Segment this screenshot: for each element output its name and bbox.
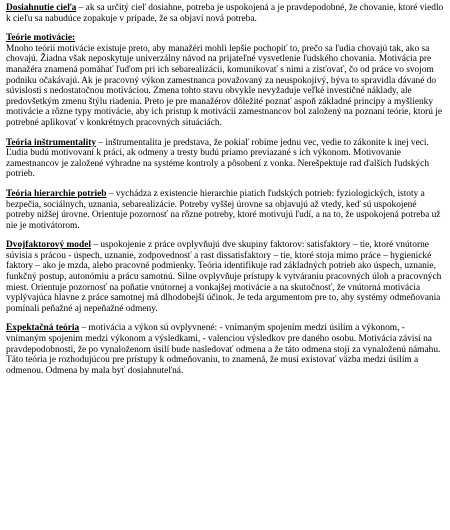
section-heading: Teória hierarchie potrieb	[6, 188, 107, 199]
section-two-factor-model	[6, 240, 444, 314]
section-heading: Dosiahnutie cieľa	[6, 3, 77, 13]
section-needs-hierarchy-theory	[6, 189, 444, 231]
section-body: Mnoho teórií motivácie existuje preto, aby manažéri mohli lepšie pochopiť to, prečo sa ľudia chovajú tak, ako sa chovajú. Žiadna však neposkytuje univerzálny návod na prijateľné vysvetlenie ľudského chovania. Motivácia pre manažéra znamená pomáhať ľuďom pri ich sebarealizácii, komunikovať s nimi a zisťovať, čo od práce vo svojom podniku očakávajú. Ak je pracovný výkon zamestnanca považovaný za neuspokojivý, býva to spravidla dávané do súvislosti s nedostatočnou motiváciou. Zmena tohto stavu obvykle nevyžaduje veľké investičné náklady, ale predovšetkým zmenu štýlu riadenia. Preto je pre manažérov dôležité poznať aspoň základné princípy a myšlienky motivácie a rôzne typy motivácie, aby ich prístup k motivácii zamestnancov bol založený na poznaní teórie, ktorú je potrebné aplikovať v konkrétnych pracovných situáciách.	[6, 43, 443, 128]
section-heading: Teória inštrumentality	[6, 137, 97, 148]
section-expectancy-theory	[6, 323, 444, 376]
section-body: – uspokojenie z práce ovplyvňujú dve skupiny faktorov: satisfaktory – tie, ktoré vnútorne súvisia s prácou - úspech, uznanie, zodpovednosť a rast dissatisfaktory – tie, ktoré stoja mimo práce – hygienické faktory – ako je mzda, alebo pracovné podmienky. Teória identifikuje rad základných potrieb ako úspech, uznanie, funkčný postup, autonómiu a prácu samotnú. Silne ovplyvňuje prístupy k vytváraniu pracovných úloh a pracovných miest. Orientuje pozornosť na poňatie vnútornej a vonkajšej motivácie a na skutočnosť, že vnútorná motivácia vyplývajúca hlavne z práce samotnej má dlhodobejší účinok. Je teda argumentom pre to, aby systémy odmeňovania pomínali peňažné aj nepeňažné odmeny.	[6, 240, 442, 314]
section-instrumentality-theory	[6, 138, 444, 180]
section-motivation-theories	[6, 33, 444, 128]
section-heading: Expektačná teória	[6, 323, 80, 334]
section-heading: Teórie motivácie:	[6, 33, 76, 44]
section-heading: Dvojfaktorový model	[6, 240, 91, 251]
section-body: – motivácia a výkon sú ovplyvnené: - vnímaným spojením medzi úsilím a výkonom, - vnímaným spojením medzi výkonom a výsledkami, - valenciou výsledkov pre daného osobu. Motivácia závisí na pravdepodobnosti, že po vynaloženom úsilí bude nasledovať odmena a že táto odmena stojí za vynaloženú námahu. Táto teória je rozhodujúcou pre prístupy k odmeňovaniu, to znamená, že musí existovať väzba medzi úsilím a odmenou. Odmena by mala byť dosiahnuteľná.	[6, 323, 441, 376]
section-body: – ak sa určitý cieľ dosiahne, potreba je uspokojená a je pravdepodobné, že chovanie, ktoré viedlo k cieľu sa nabudúce zopakuje v prípade, že sa objaví nová potreba.	[6, 3, 444, 24]
section-goal-achievement	[6, 3, 444, 24]
section-body: – inštrumentalita je predstava, že pokiaľ robíme jednu vec, vedie to zákonite k inej veci. Ľudia budú motivovaní k práci, ak odmeny a tresty budú priamo previazané s ich výkonom. Motivovanie zamestnancov je založené výhradne na systéme kontroly a pôsobení z vonka. Nerešpektuje rad ďalších ľudských potrieb.	[6, 137, 430, 180]
section-body: – vychádza z existencie hierarchie piatich ľudských potrieb: fyziologických, istoty a bezpečia, sociálnych, uznania, sebarealizácie. Potreby vyššej úrovne sa objavujú až vtedy, keď sú uspokojené potreby nižšej úrovne. Orientuje pozornosť na rôzne potreby, ktoré motivujú ľudí, a na to, že uspokojená potreba už nie je motivátorom.	[6, 188, 441, 231]
